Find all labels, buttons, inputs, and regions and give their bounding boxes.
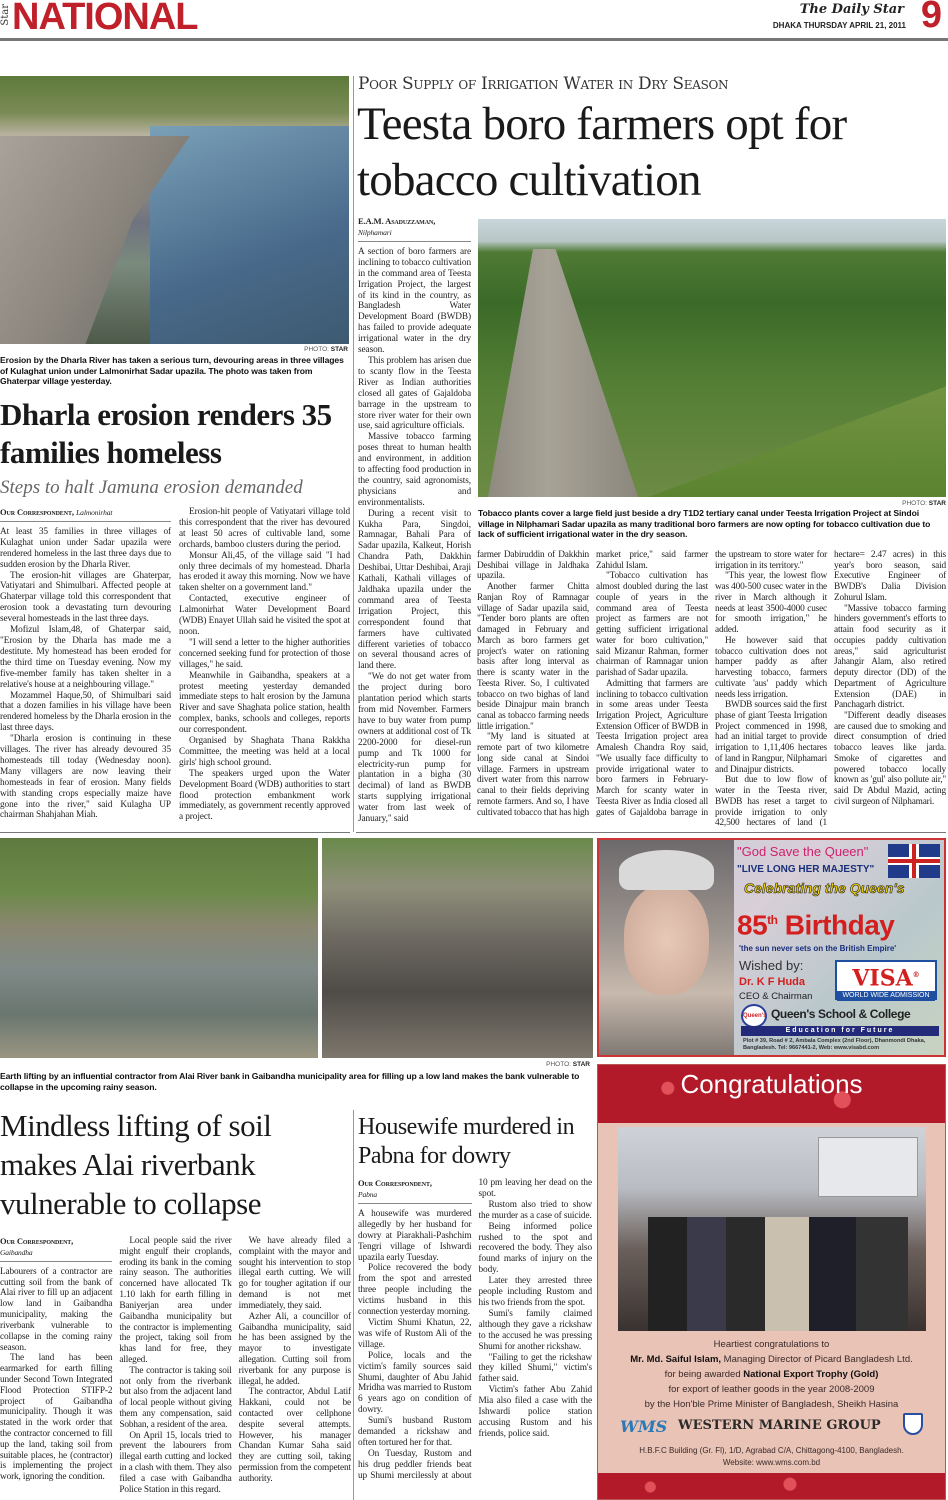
paragraph: Monsur Ali,45, of the village said "I had only three decimals of my homestead. Dharla has eroded it away this morning. Now we have taken shelter on a government land." (179, 550, 350, 594)
award-ceremony-photo (618, 1127, 926, 1331)
paragraph: Organised by Shaghata Thana Rakkha Committee, the meeting was held at a local girls' high school ground. (179, 736, 350, 768)
paragraph: "Different deadly diseases are caused due to smoking and direct consumption of dried tobacco leaves like jarda. Smoke of cigarettes and powered tobacco locally known as 'gul' also pollute air," said Dr Abdul Mazid, acting civil surgeon of Nilphamari. (834, 711, 946, 807)
paragraph: "This year, the lowest flow was 400-500 cusec water in the river in March although it needs at least 3500-4000 cusec for smooth irrigation," he added. (715, 571, 827, 636)
paragraph: He however said that tobacco cultivation does not hamper paddy as after harvesting tobacco, farmers cultivate 'aus' paddy which needs less irrigation. (715, 635, 827, 700)
congratulations-advertisement[interactable] (597, 1064, 946, 1500)
byline: Our Correspondent, Gaibandha (0, 1236, 112, 1262)
article-body (0, 507, 350, 831)
dharla-erosion-photo (0, 76, 349, 344)
headline: Dharla erosion renders 35 families homeless (0, 397, 332, 470)
dateline: DHAKA THURSDAY APRIL 21, 2011 (772, 21, 906, 30)
article-body (0, 1236, 351, 1500)
paragraph: During a recent visit to Kukha Para, Singdoi, Ramnagar, Bahali Para of Sadar upazila, Kalkeut, Horish Chandra Path, Dakkhin Deshibai, Uttar Deshibai, Araji Kathali, Kathali villages of Jaldhaka upazila under the command area of Teesta Irrigation Project, this correspondent found that farmers have cultivated different varieties of tobacco on several thousand acres of land there. (358, 508, 471, 672)
paragraph: This problem has arisen due to scanty flow in the Teesta River as Indian authorities closed all gates of Gajaldoba barrage in the upstream to store river water for their own use, said agriculture officials. (358, 355, 471, 432)
paragraph: Victim's father Abu Zahid Mia also filed a case with the Ishwardi police station accusing Rustom and his friends, police said. (478, 1385, 592, 1439)
paragraph: Erosion-hit people of Vatiyatari village told this correspondent that the river has devoured at least 50 acres of cultivable land, some orchards, bamboo clusters during the period. (179, 507, 350, 550)
ad-message: Heartiest congratulations to Mr. Md. Saiful Islam, Managing Director of Picard Bangladesh Ltd. for being awarded National Export Trophy (Gold) for export of leather goods in the year 2008-2009 by the Hon'ble Prime Minister of Bangladesh, Sheikh Hasina (630, 1339, 913, 1410)
page-number: 9 (920, 0, 942, 36)
section-title: NATIONAL (12, 0, 198, 38)
column-divider (353, 1110, 354, 1500)
ad-name: Dr. K F Huda (739, 976, 806, 988)
paragraph: Labourers of a contractor are cutting soil from the bank of Alai river to fill up an adjacent low land in Gaibandha municipality, making the riverbank vulnerable to collapse in the coming rainy season. (0, 1266, 113, 1353)
paragraph: "My land is situated at remote part of two kilometre long side canal at Sindoi village. Farmers in upstream divert water from this narrow canal to their fields depriving remote farmers. And so, I have cultivated tobacco that has high market price," said farmer Zahidul Islam. (477, 550, 708, 818)
ad-line: Wished by: (739, 958, 804, 973)
header-rule (0, 38, 948, 41)
paragraph: The contractor, Abdul Latif Hakkani, could not be contacted over cellphone despite several attempts. However, his manager Chandan Kumar Saha said they are cutting soil, taking permission from the competent authority. (238, 1387, 351, 1484)
paragraph: The erosion-hit villages are Ghaterpar, Vatiyatari and Shimulbari. Affected people at Ghaterpar village told this correspondent that erosion took a devastating turn devouring several homesteads in the last three days. (0, 570, 171, 625)
photo-caption: Earth lifting by an influential contractor from Alai River bank in Gaibandha municipality area for filling up a low land makes the bank vulnerable to collapse in the upcoming rainy season. (0, 1071, 580, 1092)
photo-caption: Tobacco plants cover a large field just beside a dry T1D2 tertiary canal under Teesta Irrigation Project at Sindoi village in Nilphamari Sadar upazila as many traditional boro farmers are now opting for tobacco cultivation due to lack of sufficient irrigational water in the dry season. (478, 508, 931, 539)
paragraph: "Failing to get the rickshaw they killed Shumi," victim's father said. (478, 1352, 592, 1385)
company-name: WESTERN MARINE GROUP (678, 1418, 881, 1433)
paragraph: "I will send a letter to the higher authorities concerned seeking fund for protection of those villages," he said. (179, 637, 350, 670)
paragraph: The contractor is taking soil not only from the riverbank but also from the adjacent land of local people without giving them any compensation, said Sobhan, a resident of the area. (119, 1365, 232, 1430)
ad-title: Congratulations (680, 1069, 863, 1099)
ad-address: Plot # 39, Road # 2, Ambala Complex (2nd Floor), Dhanmondi Dhaka, Bangladesh. Tel: 9667441-2, Web: www.visabd.com (743, 1038, 926, 1051)
wms-logo: WMS (620, 1417, 668, 1436)
paragraph: Mofizul Islam,48, of Ghaterpar said, "Erosion by the Dharla has made me a destitute. My homestead has been eroded for the third time on Tuesday evening. Now my five-member family has taken shelter in a relative's house at a neighbouring village." (0, 625, 171, 690)
visa-logo: VISA® WORLD WIDE ADMISSION (835, 960, 937, 1000)
company-address: H.B.F.C Building (Gr. Fl), 1/D, Agrabad C/A, Chittagong-4100, Bangladesh. Website: www.wms.com.bd (639, 1446, 904, 1467)
headline: Teesta boro farmers opt for tobacco cultivation (357, 98, 847, 206)
school-logo: Queen's (741, 1004, 767, 1028)
byline: Our Correspondent, Pabna (358, 1178, 472, 1204)
paragraph: But due to low flow of water in the Teesta river, BWDB has reset a target to provide irrigation to only 42,500 hectares of land (1 hectare= 2.47 acres) in this year's boro season, said Executive Engineer of BWDB's Dalia Division Zohurul Islam. (715, 550, 946, 829)
paragraph: On April 15, locals tried to prevent the labourers from illegal earth cutting and locked in a clash with them. They also filed a case with Gaibandha Police Station in this regard. (119, 1430, 232, 1495)
ad-line: "LIVE LONG HER MAJESTY" (737, 864, 875, 875)
school-name: Queen's School & College (771, 1007, 911, 1021)
ad-title: CEO & Chairman (739, 991, 813, 1002)
paragraph: Another farmer Chitta Ranjan Roy of Ramnagar village of Sadar upazila said, "Tender boro plants are often damaged in February and March as boro farmers get project's water on rationing basis after long interval as there is scanty water in the Teesta River. So, I cultivated tobacco on two bighas of land beside Dinajpur main branch canal as tobacco farming needs little irrigation." (477, 582, 589, 732)
paragraph: The speakers urged upon the Water Development Board (WDB) authorities to start flood protection embankment work immediately, as government recently approved a project. (179, 768, 350, 823)
ad-line: "God Save the Queen" (737, 844, 869, 859)
paragraph: Police, locals and the victim's family sources said Shumi, daughter of Abu Jahid Mridha was married to Rustom 6 years ago on condition of dowry. (358, 1350, 472, 1416)
paragraph: Being informed police rushed to the spot and recovered the body. They also found marks of injury on the body. (478, 1221, 592, 1276)
article-body-continued (477, 550, 946, 831)
byline: E.A.M. Asaduzzaman, Nilphamari (358, 216, 471, 242)
paragraph: Admitting that farmers are inclining to tobacco cultivation in some areas under Teesta Irrigation Project, Agriculture Extension Officer of BWDB in Teesta Irrigation project area Amalesh Chandra Roy said, "We usually face difficulty to provide irrigational water to boro farmers in February-March for scanty water in Teesta River as India closed all gates of Gajaldoba barrage in the upstream to store water for irrigation in its territory." (596, 550, 827, 818)
paragraph: Later they arrested three people including Rustom and his two friends from the spot. (478, 1276, 592, 1308)
paragraph: Rustom also tried to show the murder as a case of suicide. (478, 1199, 592, 1221)
byline: Our Correspondent, Lalmonirhat (0, 507, 113, 517)
paragraph: Local people said the river might engulf their croplands, eroding its bank in the coming rainy season. The authorities concerned have allocated Tk 1.10 lakh for earth filling in Baniyerjan area under Gaibandha municipality but the contractor is implementing the project, taking soil from khas land for free, they alleged. (119, 1236, 232, 1365)
photo-credit: PHOTO: STAR (902, 500, 946, 507)
paragraph: A section of boro farmers are inclining to tobacco cultivation in the command area of Teesta Irrigation Project, the largest of its kind in the country, as Bangladesh Water Development Board (BWDB) has failed to provide adequate irrigational water in the dry season. (358, 246, 471, 356)
paragraph: "Massive tobacco farming hinders government's efforts to attain food security as it occupies paddy cultivation areas," said agriculturist Jahangir Alam, also retired deputy director (DD) of the Department of Agriculture Extension (DAE) in Panchagarh district. (834, 603, 946, 711)
paragraph: "Tobacco cultivation has almost doubled during the last couple of years in the command area of Teesta project as farmers are not getting sufficient irrigational water for boro cultivation," said Mizanur Rahman, former chairman of Ramnagar union parishad of Sadar upazila. (596, 571, 708, 679)
union-jack-flag-icon (888, 844, 940, 878)
alai-riverbank-photo-1 (0, 838, 318, 1058)
paragraph: Police recovered the body from the spot and arrested three people including the victims husband in this connection yesterday morning. (358, 1263, 472, 1318)
paragraph: At least 35 families in three villages of Kulaghat union under Sadar upazila were rendered homeless in the last three days due to sudden erosion by the Dharla River. (0, 526, 171, 570)
subheadline: Steps to halt Jamuna erosion demanded (0, 477, 303, 498)
article-body (358, 216, 471, 831)
photo-credit: PHOTO: STAR (546, 1061, 590, 1068)
paragraph: A housewife was murdered allegedly by her husband for dowry at Piarakhali-Pashchim Tengri village of Ishwardi upazila early Tuesday. (358, 1208, 472, 1263)
ad-line: Celebrating the Queen's (744, 880, 905, 896)
paragraph: We have already filed a complaint with the mayor and sought his intervention to stop illegal earth cutting. We will go for tougher agitation if our demand is not met immediately, they said. (238, 1236, 351, 1311)
newspaper-name: The Daily Star (799, 2, 904, 17)
paragraph: Azher Ali, a councillor of Gaibandha municipality, said he has been assigned by the mayor to investigate allegation. Cutting soil from riverbank for any purpose is illegal, he added. (238, 1311, 351, 1387)
paragraph: Sumi's family claimed although they gave a rickshaw to the accused he was pressing Shumi for another rickshaw. (478, 1308, 592, 1352)
paragraph: BWDB sources said the first phase of giant Teesta Irrigation Project commenced in 1998, had an initial target to provide irrigation to 1,11,406 hectares of land in Rangpur, Nilphamari and Dinajpur districts. (715, 700, 827, 775)
column-divider (353, 76, 354, 832)
birthday-title: 85th Birthday (737, 909, 895, 941)
tobacco-field-photo (478, 219, 946, 497)
anchor-shield-icon (903, 1413, 923, 1435)
paragraph: On Tuesday, Rustom and his drug peddler friends beat up Shumi mercilessly at about 10 pm leaving her dead on the spot. (358, 1178, 592, 1481)
paragraph: Sumi's husband Rustom demanded a rickshaw and often tortured her for that. (358, 1416, 472, 1448)
paragraph: "Dharla erosion is continuing in these villages. The river has already devoured 35 homesteads till today (Wednesday noon). Many villagers are now leaving their homesteads in fear of erosion. Many fields with standing crops especially maize have gone into the river," said Kulagha UP chairman Shahjahan Miah. (0, 734, 171, 821)
paragraph: "We do not get water from the project during boro plantation period which starts from mid November. Farmers have to buy water from pump owners at additional cost of Tk 2200-2000 for diesel-run pump and Tk 1000 for electricity-run pump for plantation in a bigha (30 decimal) of land as BWDB starts supplying irrigational water from last week of January," said (358, 672, 471, 825)
star-logo-mark: Star (0, 4, 11, 26)
paragraph: Mozammel Haque,50, of Shimulbari said that a dozen families in his village have been rendered homeless by the Dharla erosion in the last three days. (0, 690, 171, 734)
photo-credit: PHOTO: STAR (304, 346, 348, 353)
school-tagline: Education for Future (741, 1026, 939, 1036)
queen-birthday-advertisement[interactable] (597, 838, 946, 1057)
queen-portrait (599, 840, 734, 1057)
paragraph: Contacted, executive engineer of Lalmonirhat Water Development Board (WDB) Enayet Ullah said he visited the spot at noon. (179, 594, 350, 637)
ad-motto: 'the sun never sets on the British Empire' (739, 944, 897, 953)
kicker: Poor Supply of Irrigation Water in Dry Season (358, 74, 729, 94)
paragraph: Meanwhile in Gaibandha, speakers at a protest meeting yesterday demanded immediate steps to halt erosion by the Jamuna River and save Shaghata police station, health complex, banks, schools and colleges, reports our correspondent. (179, 670, 350, 736)
headline: Mindless lifting of soil makes Alai riverbank vulnerable to collapse (0, 1108, 272, 1221)
headline: Housewife murdered in Pabna for dowry (358, 1114, 575, 1169)
paragraph: Massive tobacco farming poses threat to human health and environment, in addition to affecting food production in the country, said agronomists, physicians and environmentalists. (358, 432, 471, 508)
paragraph: The land has been earmarked for earth filling under Second Town Integrated Flood Protection STIFP-2 project of Gaibandha municipality. Though it was stated in the work order that the contractor concerned to fill up the land, taking soil from suitable places, he (contractor) is implementing the project work, ignoring the condition. (0, 1353, 113, 1483)
photo-caption: Erosion by the Dharla River has taken a serious turn, devouring areas in three villages of Kulaghat union under Lalmonirhat Sadar upazila. The photo was taken from Ghaterpar village yesterday. (0, 355, 344, 386)
alai-riverbank-photo-2 (322, 838, 593, 1058)
paragraph: farmer Dabiruddin of Dakkhin Deshibai village in Jaldhaka upazila. (477, 550, 589, 582)
paragraph: Victim Shumi Khatun, 22, was wife of Rustom Ali of the village. (358, 1317, 472, 1350)
article-body (358, 1178, 592, 1500)
